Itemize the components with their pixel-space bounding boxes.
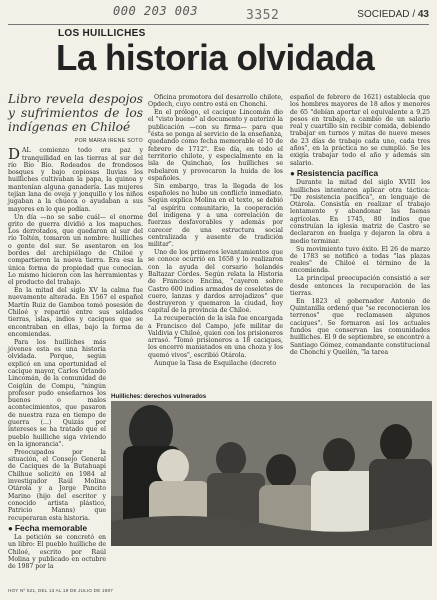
col2-para-1: En el prólogo, el cacique Lincomán dio el "visto bueno" al documento y autorizó la publicación —con su firma— para que "ésta se ponga al servicio de la enseñanza, quedando como fecha memorable el 10 de febrero de 1712". Ese día, en todo el territorio chilote, y especialmente en la isla de Quinchao, los huilliches se rebelaron y provocaron la huida de los españoles. — [148, 109, 283, 182]
col1-para-1: Un día —no se sabe cuál— el enorme grito de guerra dividió a los mapuches. Los derrotados, que quedaron al sur del río Toltén, tomaron un nombre: huilliches o gente del sur. Se asentaron en los bordes del archipiélago de Chiloé y compartieron la nueva tierra. Era esa la única forma de propiedad que conocían. Lo mismo hicieron con las herramientas y el producto del trabajo. — [8, 213, 143, 287]
column-3 — [290, 94, 430, 357]
article-deck: Libro revela despojos y sufrimientos de los indígenas en Chiloé — [8, 92, 143, 134]
col3-para-0: español de febrero de 1621) establecía que los hombres mayores de 18 años y menores de 65 "debían aportar el equivalente a 9.25 pesos en trabajo, a cambio de un salario real y cuartillo sin recibir comida, debiendo trabajar en turnos y mitas de nueve meses de 23 días de trabajo cada uno, cada tres años", en la práctica no se cumplió. Se les exigía trabajar todo el año y además sin salario. — [290, 94, 430, 167]
col3-after-para-2: La principal preocupación consistió a ser desde entonces la recuperación de las tierras. — [290, 275, 430, 297]
col3-subhead — [290, 167, 430, 178]
section-header — [357, 9, 429, 20]
bullet-icon: ● — [8, 523, 13, 533]
section-separator: / — [412, 9, 416, 20]
byline: POR MARIA IRENE SOTO — [74, 138, 143, 144]
archive-handwritten-code: 000 203 003 — [113, 4, 198, 18]
col1-para-4: Preocupados por la situación, el Consejo General de Caciques de la Butahuapi Chilhue solicitó en 1984 al investigador Raúl Molina Otárola y a Jorge Pancito Marino (hijo del escritor y conocido artista plástico, Patricio Manns) que recuperaran esta historia. — [8, 448, 106, 522]
col3-after-para-3: En 1823 el gobernador Antonio de Quintanilla ordenó que "se reconocieran los terrenos" que reclamasen algunos caciques". Se formaron así los actuales fundos que conservan las comunidades huilliches. El 9 de septiembre, se encontró a Santiago Gómez, comandante constitucional de Chonchi y Queilén, "la tarea — [290, 297, 430, 356]
column-2 — [148, 94, 283, 368]
top-rule — [8, 24, 429, 25]
bullet-icon: ● — [290, 168, 295, 178]
col1-para-2: En la mitad del siglo XV la calma fue nuevamente alterada. En 1567 el español Martín Ruiz de Gamboa tomó posesión de Chiloé y repartió entre sus soldados tierras, islas, indios y caciques que se encontraban en ellas, bajo la forma de encomiendas. — [8, 287, 143, 338]
section-name: SOCIEDAD — [357, 9, 410, 20]
article-title: La historia olvidada — [56, 37, 375, 78]
photo-people-illustration — [111, 401, 432, 546]
page-footer: HOY Nº 521, DEL 13 AL 19 DE JULIO DE 1987 — [8, 588, 113, 593]
col2-para-0: Oficina promotora del desarrollo chilote, Opdech, cuyo centro está en Chonchi. — [148, 94, 283, 109]
col1-para-3: Para los huilliches más jóvenes esta es una historia olvidada. Porque, según explicó en una oportunidad el cacique mayor, Carlos Orlando Lincomán, de la comunidad de Coigüín de Compu, "ningún profesor pudo enseñarnos los buenos o malos acontecimientos, que pasaron de nuestra raza en tiempo de guerra (...) Quizás por intereses se ha tratado que el pueblo huilliche siga viviendo en la ignorancia". — [8, 338, 106, 448]
col1-subhead-text: Fecha memorable — [14, 522, 88, 533]
article-kicker: LOS HUILLICHES — [58, 28, 146, 39]
col2-para-3: Uno de los primeros levantamientos que se conoce ocurrió en 1658 y lo realizaron con la ayuda del corsario holandés Baltazar Cordes. Según relata la Historia de Francisco Encina, "cayeron sobre Castro 600 indios armados de coseletes de cuero, lanzas y dardos arrojadizos" que destruyeron y quemaron la ciudad, hoy capital de la provincia de Chiloé. — [148, 249, 283, 315]
col3-after-para-0: Durante la mitad del siglo XVIII los huilliches intentaron aplicar otra táctica: "De resistencia pacífica", en lenguaje de Otárola. Consistía en realizar el trabajo lentamente y abandonar las faenas agrícolas. En 1745, 80 indios que construían la iglesia matriz de Castro se declararon en huelga y dejaron la obra a medio terminar. — [290, 179, 430, 245]
col1-after-para-0: La petición se concretó en un libro: El pueblo huilliche de Chiloé, escrito por Raúl Molina y publicado en octubre de 1987 por la — [8, 534, 106, 571]
col2-para-2: Sin embargo, tras la llegada de los españoles no hubo un conflicto inmediato. Según explica Molina en el texto, se debió "al espíritu comunitario, la cooperación del indígena y a una correlación de fuerzas desfavorables y además por carecer de una estructura social centralizada y ausente de tradición militar". — [148, 182, 283, 249]
archive-stamp-number: 3352 — [246, 8, 280, 23]
col2-para-4: La recuperación de la isla fue encargada a Francisco del Campo, jefe militar de Valdivia y Chiloé, quien con los prisioneros arrasó. "Tomó prisioneros a 18 caciques, los encerró maniatados en una choza y los quemó vivos", escribió Otárola. — [148, 315, 283, 359]
col2-para-5: Aunque la Tasa de Esquilache (decreto — [154, 359, 277, 367]
col1-para-0 — [8, 147, 143, 213]
col3-subhead-text: Resistencia pacífica — [296, 167, 379, 178]
page-number: 43 — [417, 9, 429, 20]
col3-after-para-1: Su movimiento tuvo éxito. El 26 de marzo de 1783 se notificó a todas "las plazas reales" de Chiloé el término de la encomienda. — [290, 245, 430, 275]
dropcap: D — [8, 145, 21, 164]
article-photo — [111, 401, 432, 546]
photo-caption: Huilliches: derechos vulnerados — [111, 393, 207, 400]
col1-para-0-text: AL comienzo todo era paz y tranquilidad en las tierras al sur del río Bío Bío. Rodeados de frondosos bosques y bajo copiosas lluvias los huilliches cultivaban la papa, la quinoa y mantenían alguna ganadería. Las mujeres tejían lana de oveja y jonquillo y los niños jugaban a la chueca o ayudaban a sus mayores en lo que podían. — [8, 147, 143, 213]
